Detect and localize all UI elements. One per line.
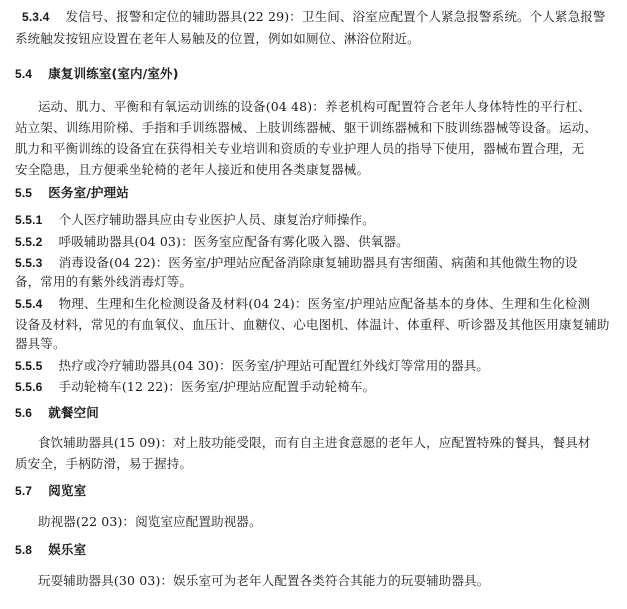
- clause-text: 个人医疗辅助器具应由专业医护人员、康复治疗师操作。: [58, 212, 375, 227]
- clause-5-5-4-cont2: [15, 335, 627, 353]
- clause-text: 手动轮椅车(12 22)：医务室/护理站应配置手动轮椅车。: [58, 379, 376, 394]
- clause-text: 呼吸辅助器具(04 03)：医务室应配备有雾化吸入器、供氧器。: [58, 234, 409, 249]
- clause-5-5-3: [15, 254, 627, 272]
- paragraph-line: [38, 434, 627, 452]
- paragraph-text: 质安全，手柄防滑，易于握持。: [15, 456, 193, 471]
- section-5-8-heading: [15, 541, 627, 559]
- section-5-7-heading: [15, 482, 627, 500]
- paragraph-line: [15, 161, 627, 179]
- clause-number: 5.5.3: [15, 256, 43, 270]
- clause-text: 设备及材料，常见的有血氧仪、血压计、血糖仪、心电图机、体温计、体重秤、听诊器及其他医用康复辅助: [15, 317, 610, 332]
- clause-5-5-6: [15, 378, 627, 396]
- section-number: 5.8: [15, 543, 33, 557]
- paragraph-text: 玩耍辅助器具(30 03)：娱乐室可为老年人配置各类符合其能力的玩耍辅助器具。: [38, 573, 490, 588]
- clause-text: 系统触发按钮应设置在老年人易触及的位置，例如如厕位、淋浴位附近。: [15, 31, 420, 46]
- clause-text: 物理、生理和生化检测设备及材料(04 24)：医务室/护理站应配备基本的身体、生理和生化检测: [58, 296, 591, 311]
- section-number: 5.5: [15, 186, 33, 200]
- section-5-6-heading: [15, 404, 627, 422]
- clause-text: 器具等。: [15, 336, 66, 351]
- section-title: 就餐空间: [48, 405, 99, 420]
- paragraph-line: [15, 140, 627, 158]
- paragraph-line: [38, 572, 627, 590]
- clause-number: 5.5.4: [15, 297, 43, 311]
- section-number: 5.7: [15, 484, 33, 498]
- clause-5-5-2: [15, 233, 627, 251]
- clause-5-5-4-cont: [15, 316, 627, 334]
- clause-number: 5.3.4: [22, 10, 50, 24]
- clause-text: 备，常用的有紫外线消毒灯等。: [15, 274, 193, 289]
- section-number: 5.6: [15, 406, 33, 420]
- section-title: 医务室/护理站: [48, 185, 129, 200]
- clause-5-3-4-cont: [15, 30, 627, 48]
- clause-number: 5.5.6: [15, 380, 43, 394]
- clause-5-5-4: [15, 295, 627, 313]
- paragraph-line: [38, 98, 627, 116]
- paragraph-text: 安全隐患，且方便乘坐轮椅的老年人接近和使用各类康复器械。: [15, 162, 370, 177]
- clause-text: 消毒设备(04 22)：医务室/护理站应配备消除康复辅助器具有害细菌、病菌和其他微生物的设: [58, 255, 578, 270]
- section-title: 阅览室: [48, 483, 87, 498]
- clause-text: 发信号、报警和定位的辅助器具(22 29)：卫生间、浴室应配置个人紧急报警系统。个人紧急报警: [65, 9, 606, 24]
- paragraph-text: 运动、肌力、平衡和有氧运动训练的设备(04 48)：养老机构可配置符合老年人身体特性的平行杠、: [38, 99, 591, 114]
- paragraph-text: 站立架、训练用阶梯、手指和手训练器械、上肢训练器械、躯干训练器械和下肢训练器械等设备。运动、: [15, 120, 597, 135]
- clause-5-5-5: [15, 357, 627, 375]
- section-5-4-heading: [15, 65, 627, 83]
- clause-5-5-3-cont: [15, 273, 627, 291]
- section-5-5-heading: [15, 184, 627, 202]
- paragraph-text: 食饮辅助器具(15 09)：对上肢功能受限，而有自主进食意愿的老年人，应配置特殊的餐具，餐具材: [38, 435, 591, 450]
- clause-number: 5.5.1: [15, 213, 43, 227]
- clause-number: 5.5.5: [15, 359, 43, 373]
- clause-5-3-4: [22, 8, 627, 26]
- paragraph-line: [15, 455, 627, 473]
- paragraph-text: 肌力和平衡训练的设备宜在获得相关专业培训和资质的专业护理人员的指导下使用，器械布置合理，无: [15, 141, 585, 156]
- clause-number: 5.5.2: [15, 235, 43, 249]
- paragraph-text: 助视器(22 03)：阅览室应配置助视器。: [38, 514, 262, 529]
- clause-5-5-1: [15, 211, 627, 229]
- clause-text: 热疗或冷疗辅助器具(04 30)：医务室/护理站可配置红外线灯等常用的器具。: [58, 358, 490, 373]
- section-number: 5.4: [15, 67, 33, 81]
- paragraph-line: [15, 119, 627, 137]
- section-title: 娱乐室: [48, 542, 87, 557]
- section-title: 康复训练室(室内/室外): [48, 66, 179, 81]
- paragraph-line: [38, 513, 627, 531]
